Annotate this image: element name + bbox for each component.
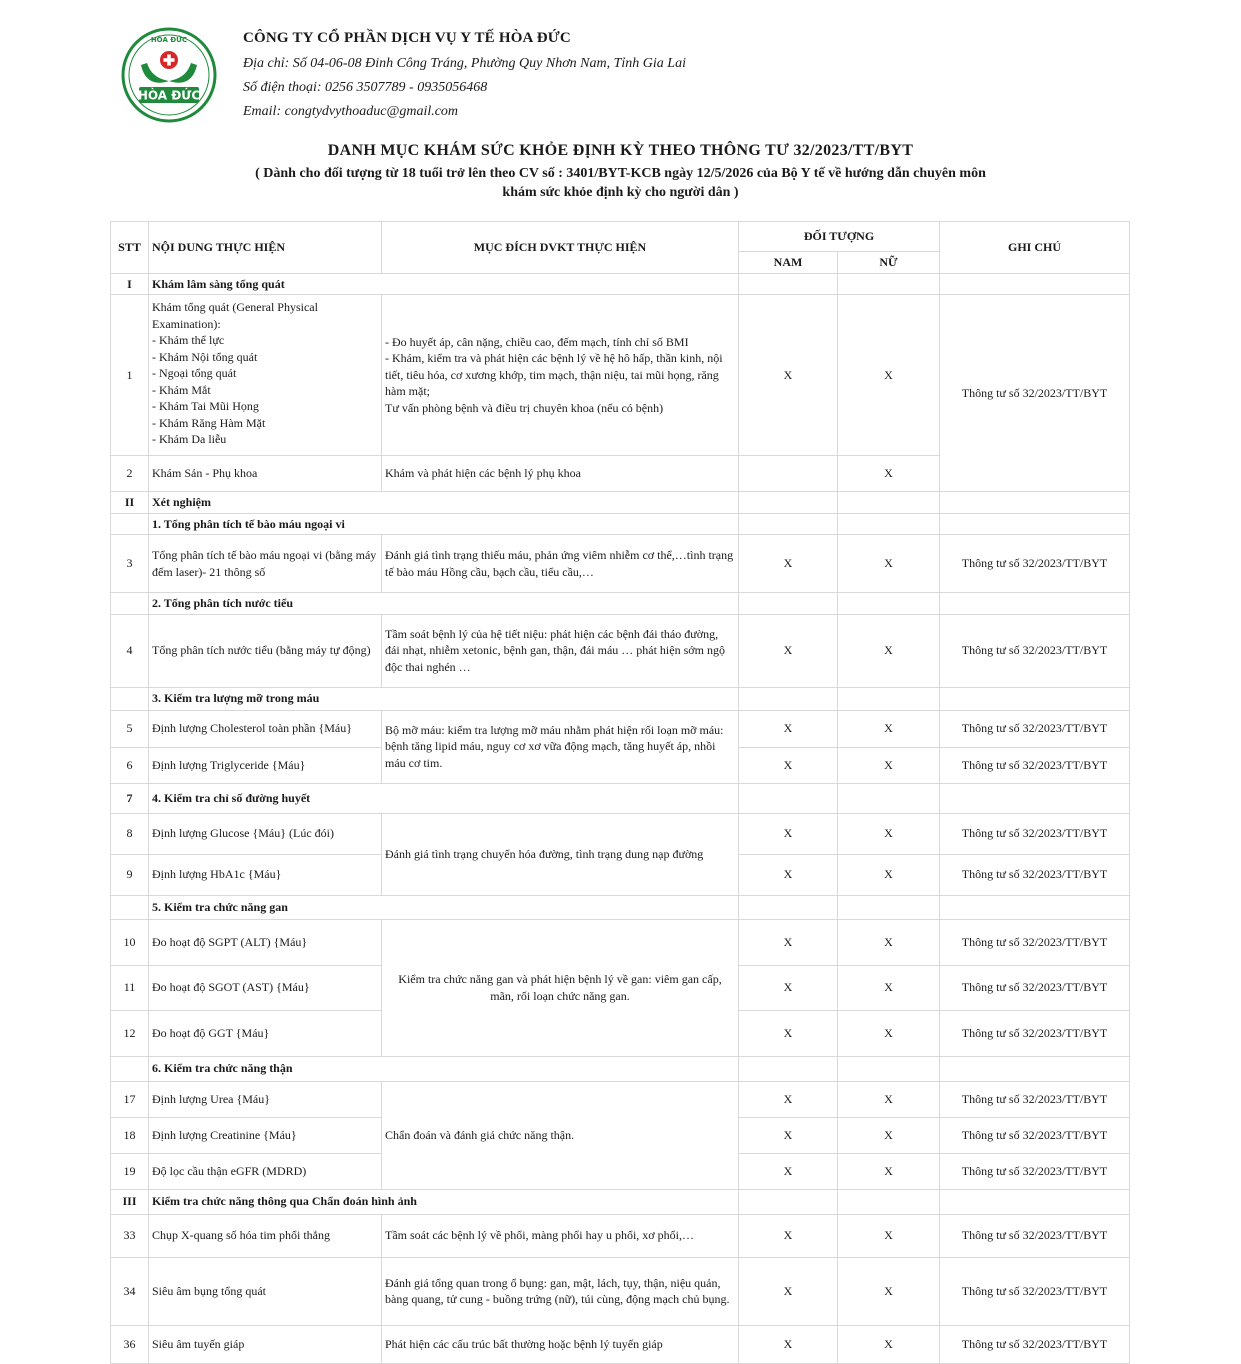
- table-row: [111, 710, 1130, 747]
- row-purpose: Kiểm tra chức năng gan và phát hiện bệnh lý về gan: viêm gan cấp, mãn, rối loạn chức năng gan.: [382, 919, 739, 1056]
- row-purpose: Tầm soát bệnh lý của hệ tiết niệu: phát hiện các bệnh đái tháo đường, đái nhạt, nhiễm xetonic, bệnh gan, thận, đái máu … phát hiện sớm ngộ độc thai nghén …: [382, 614, 739, 687]
- female-mark: X: [838, 854, 940, 895]
- subsection-label: 6. Kiểm tra chức năng thận: [149, 1056, 739, 1081]
- female-mark: X: [838, 813, 940, 854]
- section-stt: III: [111, 1189, 149, 1214]
- female-mark: X: [838, 1214, 940, 1257]
- female-mark: X: [838, 965, 940, 1010]
- row-note: Thông tư số 32/2023/TT/BYT: [940, 1214, 1130, 1257]
- row-purpose: Tầm soát các bệnh lý về phổi, màng phổi hay u phổi, xơ phổi,…: [382, 1214, 739, 1257]
- section-label: Xét nghiệm: [149, 492, 739, 514]
- row-stt: 36: [111, 1325, 149, 1363]
- row-stt: 3: [111, 535, 149, 593]
- header-content: NỘI DUNG THỰC HIỆN: [149, 222, 382, 274]
- male-mark: X: [739, 1325, 838, 1363]
- header-purpose: MỤC ĐÍCH DVKT THỰC HIỆN: [382, 222, 739, 274]
- row-stt: 11: [111, 965, 149, 1010]
- document-title: DANH MỤC KHÁM SỨC KHỎE ĐỊNH KỲ THEO THÔNG TƯ 32/2023/TT/BYT: [327, 142, 914, 159]
- section-stt: I: [111, 273, 149, 295]
- table-row: [111, 1081, 1130, 1117]
- male-mark: X: [739, 965, 838, 1010]
- section-row: [111, 492, 1130, 514]
- row-stt: 17: [111, 1081, 149, 1117]
- table-row: [111, 1257, 1130, 1325]
- subsection-row: [111, 513, 1130, 535]
- row-content: Đo hoạt độ SGOT (AST) {Máu}: [149, 965, 382, 1010]
- row-purpose: Phát hiện các cấu trúc bất thường hoặc bệnh lý tuyến giáp: [382, 1325, 739, 1363]
- male-mark: X: [739, 919, 838, 965]
- female-mark: X: [838, 614, 940, 687]
- row-purpose: - Đo huyết áp, cân nặng, chiều cao, đếm mạch, tính chỉ số BMI - Khám, kiểm tra và phát hiện các bệnh lý về hệ hô hấp, thần kinh, nội tiết, tiêu hóa, cơ xương khớp, tim mạch, thận niệu, tai mũi họng, răng hàm mặt; Tư vấn phòng bệnh và điều trị chuyên khoa (nếu có bệnh): [382, 295, 739, 456]
- row-note: Thông tư số 32/2023/TT/BYT: [940, 747, 1130, 783]
- row-note: Thông tư số 32/2023/TT/BYT: [940, 614, 1130, 687]
- subsection-label: 5. Kiểm tra chức năng gan: [149, 895, 739, 919]
- male-mark: X: [739, 614, 838, 687]
- header-note: GHI CHÚ: [940, 222, 1130, 274]
- section-row: [111, 1189, 1130, 1214]
- row-content: Định lượng Triglyceride {Máu}: [149, 747, 382, 783]
- table-row: [111, 813, 1130, 854]
- header-male: NAM: [739, 252, 838, 274]
- row-purpose: Đánh giá tình trạng thiếu máu, phản ứng viêm nhiễm cơ thể,…tình trạng tế bào máu Hồng cầu, bạch cầu, tiểu cầu,…: [382, 535, 739, 593]
- male-mark: X: [739, 1214, 838, 1257]
- header-target: ĐỐI TƯỢNG: [739, 222, 940, 252]
- company-name: CÔNG TY CỔ PHẦN DỊCH VỤ Y TẾ HÒA ĐỨC: [243, 30, 571, 46]
- female-mark: X: [838, 535, 940, 593]
- table-row: [111, 614, 1130, 687]
- row-stt: 19: [111, 1153, 149, 1189]
- row-note: Thông tư số 32/2023/TT/BYT: [940, 813, 1130, 854]
- row-stt: 18: [111, 1117, 149, 1153]
- table-row: [111, 919, 1130, 965]
- female-mark: X: [838, 1325, 940, 1363]
- table-row: [111, 535, 1130, 593]
- row-stt: 9: [111, 854, 149, 895]
- subsection-label: 3. Kiểm tra lượng mỡ trong máu: [149, 687, 739, 710]
- female-mark: X: [838, 919, 940, 965]
- female-mark: X: [838, 710, 940, 747]
- row-purpose: Bộ mỡ máu: kiểm tra lượng mỡ máu nhằm phát hiện rối loạn mỡ máu: bệnh tăng lipid máu, nguy cơ xơ vữa động mạch, tăng huyết áp, nhồi máu cơ tim.: [382, 710, 739, 783]
- section-label: Kiểm tra chức năng thông qua Chẩn đoán hình ảnh: [149, 1189, 739, 1214]
- row-stt: 8: [111, 813, 149, 854]
- female-mark: X: [838, 1117, 940, 1153]
- subsection-row: [111, 895, 1130, 919]
- row-note: Thông tư số 32/2023/TT/BYT: [940, 710, 1130, 747]
- row-note: Thông tư số 32/2023/TT/BYT: [940, 965, 1130, 1010]
- row-content: Chụp X-quang số hóa tim phổi thẳng: [149, 1214, 382, 1257]
- subsection-label: 1. Tổng phân tích tế bào máu ngoại vi: [149, 513, 739, 535]
- row-note: Thông tư số 32/2023/TT/BYT: [940, 1257, 1130, 1325]
- male-mark: X: [739, 1117, 838, 1153]
- table-row: [111, 1214, 1130, 1257]
- subsection-row: [111, 687, 1130, 710]
- row-content: Đo hoạt độ SGPT (ALT) {Máu}: [149, 919, 382, 965]
- subsection-label: 4. Kiểm tra chỉ số đường huyết: [149, 783, 739, 813]
- row-purpose: Chẩn đoán và đánh giá chức năng thận.: [382, 1081, 739, 1189]
- header-female: NỮ: [838, 252, 940, 274]
- row-content: Định lượng HbA1c {Máu}: [149, 854, 382, 895]
- document-subtitle-line2: khám sức khỏe định kỳ cho người dân ): [502, 185, 739, 200]
- row-note: Thông tư số 32/2023/TT/BYT: [940, 1325, 1130, 1363]
- subsection-label: 2. Tổng phân tích nước tiểu: [149, 593, 739, 615]
- row-content: Khám tổng quát (General Physical Examination): - Khám thể lực - Khám Nội tổng quát - Ngoại tổng quát - Khám Mắt - Khám Tai Mũi Họng - Khám Răng Hàm Mặt - Khám Da liễu: [149, 295, 382, 456]
- row-stt: 1: [111, 295, 149, 456]
- row-note: Thông tư số 32/2023/TT/BYT: [940, 1010, 1130, 1056]
- male-mark: X: [739, 854, 838, 895]
- row-content: Định lượng Urea {Máu}: [149, 1081, 382, 1117]
- male-mark: X: [739, 813, 838, 854]
- section-row: [111, 783, 1130, 813]
- row-stt: 5: [111, 710, 149, 747]
- row-content: Tổng phân tích tế bào máu ngoại vi (bằng máy đếm laser)- 21 thông số: [149, 535, 382, 593]
- row-note: Thông tư số 32/2023/TT/BYT: [940, 1081, 1130, 1117]
- row-content: Siêu âm tuyến giáp: [149, 1325, 382, 1363]
- header-stt: STT: [111, 222, 149, 274]
- male-mark: X: [739, 295, 838, 456]
- female-mark: X: [838, 456, 940, 492]
- table-row: [111, 295, 1130, 456]
- row-note: Thông tư số 32/2023/TT/BYT: [940, 1153, 1130, 1189]
- female-mark: X: [838, 1081, 940, 1117]
- subsection-row: [111, 1056, 1130, 1081]
- row-stt: 34: [111, 1257, 149, 1325]
- row-note: Thông tư số 32/2023/TT/BYT: [940, 854, 1130, 895]
- female-mark: X: [838, 1010, 940, 1056]
- hoa-duc-logo: [121, 27, 217, 123]
- row-content: Siêu âm bụng tổng quát: [149, 1257, 382, 1325]
- section-row: [111, 273, 1130, 295]
- male-mark: X: [739, 747, 838, 783]
- table-row: [111, 1325, 1130, 1363]
- row-content: Định lượng Glucose {Máu} (Lúc đói): [149, 813, 382, 854]
- female-mark: X: [838, 1257, 940, 1325]
- row-stt: 10: [111, 919, 149, 965]
- female-mark: X: [838, 1153, 940, 1189]
- exam-table: [110, 221, 1130, 1364]
- male-mark: X: [739, 1010, 838, 1056]
- row-stt: 4: [111, 614, 149, 687]
- female-mark: X: [838, 747, 940, 783]
- company-phone: Số điện thoại: 0256 3507789 - 0935056468: [243, 80, 488, 95]
- male-mark: X: [739, 710, 838, 747]
- section-stt: 7: [111, 783, 149, 813]
- row-stt: 12: [111, 1010, 149, 1056]
- row-content: Khám Sản - Phụ khoa: [149, 456, 382, 492]
- row-stt: 6: [111, 747, 149, 783]
- row-content: Đo hoạt độ GGT {Máu}: [149, 1010, 382, 1056]
- male-mark: X: [739, 1153, 838, 1189]
- row-content: Độ lọc cầu thận eGFR (MDRD): [149, 1153, 382, 1189]
- male-mark: X: [739, 1257, 838, 1325]
- row-content: Định lượng Cholesterol toàn phần {Máu}: [149, 710, 382, 747]
- row-purpose: Đánh giá tổng quan trong ổ bụng: gan, mật, lách, tụy, thận, niệu quản, bàng quang, tử cung - buồng trứng (nữ), túi cùng, động mạch chủ bụng.: [382, 1257, 739, 1325]
- document-subtitle-line1: ( Dành cho đối tượng từ 18 tuổi trở lên theo CV số : 3401/BYT-KCB ngày 12/5/2026 của Bộ Y tế về hướng dẫn chuyên môn: [255, 166, 986, 181]
- row-content: Tổng phân tích nước tiểu (bằng máy tự động): [149, 614, 382, 687]
- row-stt: 33: [111, 1214, 149, 1257]
- row-note: Thông tư số 32/2023/TT/BYT: [940, 1117, 1130, 1153]
- subsection-row: [111, 593, 1130, 615]
- male-mark: X: [739, 535, 838, 593]
- logo-top-text: HÒA ĐỨC: [150, 36, 188, 44]
- section-stt: II: [111, 492, 149, 514]
- row-purpose: Đánh giá tình trạng chuyển hóa đường, tình trạng dung nạp đường: [382, 813, 739, 895]
- male-mark: X: [739, 1081, 838, 1117]
- female-mark: X: [838, 295, 940, 456]
- row-note: Thông tư số 32/2023/TT/BYT: [940, 535, 1130, 593]
- section-label: Khám lâm sàng tổng quát: [149, 273, 739, 295]
- logo-main-text: HÒA ĐỨC: [137, 88, 201, 103]
- row-stt: 2: [111, 456, 149, 492]
- company-address: Địa chỉ: Số 04-06-08 Đinh Công Tráng, Phường Quy Nhơn Nam, Tỉnh Gia Lai: [243, 56, 686, 71]
- row-purpose: Khám và phát hiện các bệnh lý phụ khoa: [382, 456, 739, 492]
- document-header: [0, 0, 1241, 220]
- row-content: Định lượng Creatinine {Máu}: [149, 1117, 382, 1153]
- row-note: Thông tư số 32/2023/TT/BYT: [940, 295, 1130, 492]
- company-email: Email: congtydvythoaduc@gmail.com: [243, 104, 459, 119]
- row-note: Thông tư số 32/2023/TT/BYT: [940, 919, 1130, 965]
